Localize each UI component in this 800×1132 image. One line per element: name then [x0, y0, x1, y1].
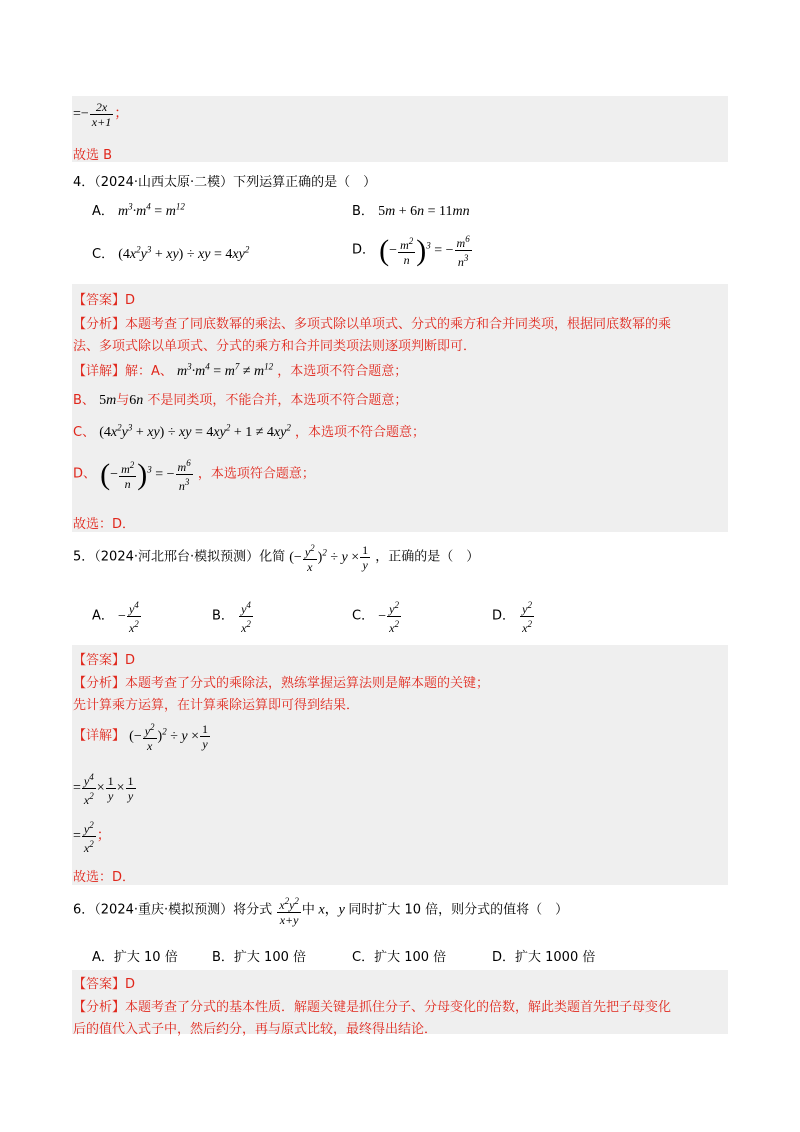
- q4-option-d-expr: (− $\frac{m^2}{n}$ )$^3$ = − $\frac{m^6}{n^3}$: [379, 233, 470, 269]
- q5-conclusion: 故选：D．: [73, 870, 136, 885]
- q4-detail-a: [73, 360, 407, 380]
- q5-option-c-expr: − $\frac{y^2}{x^2}$: [378, 600, 399, 635]
- q6-option-b: B．扩大 100 倍: [212, 950, 306, 965]
- q6-analysis-line1: 【分析】本题考查了分式的基本性质．解题关键是抓住分子、分母变化的倍数，解此类题首先把子母变化: [73, 1000, 672, 1015]
- q5-option-d-label: D．: [492, 608, 516, 624]
- q4-detail-d-head: D、: [73, 466, 97, 482]
- q5-option-d-expr: $\frac{y^2}{x^2}$: [522, 600, 532, 635]
- q6-stem-expr: $\frac{x^2y^2}{x+y}$: [279, 896, 299, 927]
- q5-option-a-expr: − $\frac{y^4}{x^2}$: [118, 600, 139, 635]
- q5-stem-head: 5．（2024·河北邢台·模拟预测）化简: [73, 549, 286, 565]
- q5-option-b-expr: $\frac{y^4}{x^2}$: [241, 600, 251, 635]
- q5-option-d: [492, 598, 535, 635]
- q5-option-a: [92, 598, 142, 635]
- q4-option-a-label: A．: [92, 204, 114, 219]
- q4-option-c-expr: $(4x^2y^3 + xy)$ ÷ xy = $4xy^2$: [118, 244, 250, 262]
- q5-stem-expr: (− $\frac{y^2}{x}$ )$^2$ ÷ y × $\frac{1}{y}$: [289, 543, 369, 574]
- q5-detail-expr1: (− $\frac{y^2}{x}$ )$^2$ ÷ y × $\frac{1}{y}$: [129, 722, 209, 753]
- q5-stem: [73, 541, 479, 574]
- q6-stem-head: 6．（2024·重庆·模拟预测）将分式: [73, 902, 273, 918]
- q6-stem-mid: 中: [301, 902, 315, 918]
- q5-detail-line3: = $\frac{y^2}{x^2}$ ；: [73, 820, 111, 855]
- q3-solution-tail: [72, 96, 728, 162]
- q6-option-a: A．扩大 10 倍: [92, 950, 178, 965]
- q4-detail-c-tail: ，本选项不符合题意；: [294, 425, 425, 440]
- q4-detail-d: [73, 456, 315, 493]
- q6-option-d: D．扩大 1000 倍: [492, 950, 596, 965]
- q4-option-c: [92, 243, 249, 263]
- q4-detail-c-expr: $(4x^2y^3 + xy)$ ÷ xy = $4xy^2 + 1 \ne 4xy^2$: [99, 422, 291, 440]
- q4-detail-b: [73, 389, 407, 409]
- q4-detail-a-tail: ，本选项不符合题意；: [277, 364, 408, 379]
- q6-analysis-line2: 后的值代入式子中，然后约分，再与原式比较，最终得出结论．: [73, 1022, 438, 1037]
- q4-option-a-expr: $m^3\cdot m^4 = m^{12}$: [118, 201, 185, 219]
- q5-detail-line1: [73, 720, 211, 753]
- q4-option-a: [92, 200, 185, 220]
- q5-detail-label: 【详解】: [73, 728, 126, 744]
- q4-option-d-label: D．: [352, 242, 376, 258]
- q5-analysis-line2: 先计算乘方运算，在计算乘除运算即可得到结果．: [73, 698, 360, 713]
- q4-detail-a-expr: $m^3\cdot m^4 = m^7 \ne m^{12}$: [177, 361, 274, 379]
- q4-option-c-label: C．: [92, 247, 115, 262]
- q4-option-b-label: B．: [352, 204, 374, 219]
- q5-option-c: [352, 598, 402, 635]
- q3-conclusion: 故选 B: [73, 148, 113, 163]
- q4-conclusion: 故选：D．: [73, 517, 136, 532]
- q4-option-b: [352, 200, 470, 220]
- q5-option-a-label: A．: [92, 608, 114, 624]
- q5-option-c-label: C．: [352, 608, 375, 624]
- q4-option-d: [352, 232, 473, 269]
- q4-detail-b-tail: 不是同类项，不能合并，本选项不符合题意；: [147, 393, 408, 408]
- q5-option-b: [212, 598, 254, 635]
- q5-analysis-line1: 【分析】本题考查了分式的乘除法，熟练掌握运算法则是解本题的关键；: [73, 676, 490, 691]
- q4-stem: 4．（2024·山西太原·二模）下列运算正确的是（ ）: [73, 175, 377, 190]
- q4-analysis-line1: 【分析】本题考查了同底数幂的乘法、多项式除以单项式、分式的乘方和合并同类项，根据同底数幂的乘: [73, 317, 672, 332]
- q6-stem: [73, 894, 568, 927]
- q4-detail-c-head: C、: [73, 425, 96, 440]
- q4-analysis-line2: 法、多项式除以单项式、分式的乘方和合并同类项法则逐项判断即可．: [73, 339, 477, 354]
- q4-detail-b-expr2: 6n: [129, 393, 144, 408]
- q6-answer: 【答案】D: [73, 977, 136, 992]
- q6-stem-tail: 同时扩大 10 倍，则分式的值将（ ）: [348, 902, 569, 918]
- q6-option-c: C．扩大 100 倍: [352, 950, 447, 965]
- q5-answer: 【答案】D: [73, 653, 136, 668]
- q5-detail-line2: = $\frac{y^4}{x^2}$ × $\frac{1}{y}$ × $\frac{1}{y}$: [73, 772, 134, 807]
- q6-stem-vars: x，y: [318, 902, 345, 918]
- q5-option-b-label: B．: [212, 608, 234, 624]
- q3-final-expression: =− $\frac{2x}{x+1}$ ；: [73, 100, 129, 129]
- q4-option-b-expr: 5m + 6n = 11mn: [378, 204, 470, 219]
- q4-detail-d-expr: (− $\frac{m^2}{n}$ )$^3$ = − $\frac{m^6}{n^3}$: [100, 457, 191, 493]
- q4-answer: 【答案】D: [73, 293, 136, 308]
- q4-detail-b-join: 与: [116, 393, 130, 408]
- q4-detail-b-head: B、: [73, 393, 95, 408]
- q4-detail-d-tail: ，本选项符合题意；: [197, 466, 315, 482]
- q4-detail-c: [73, 421, 425, 441]
- q5-stem-tail: ，正确的是（ ）: [375, 549, 480, 565]
- q4-detail-label: 【详解】解：A、: [73, 364, 173, 379]
- q4-detail-b-expr: 5m: [99, 393, 117, 408]
